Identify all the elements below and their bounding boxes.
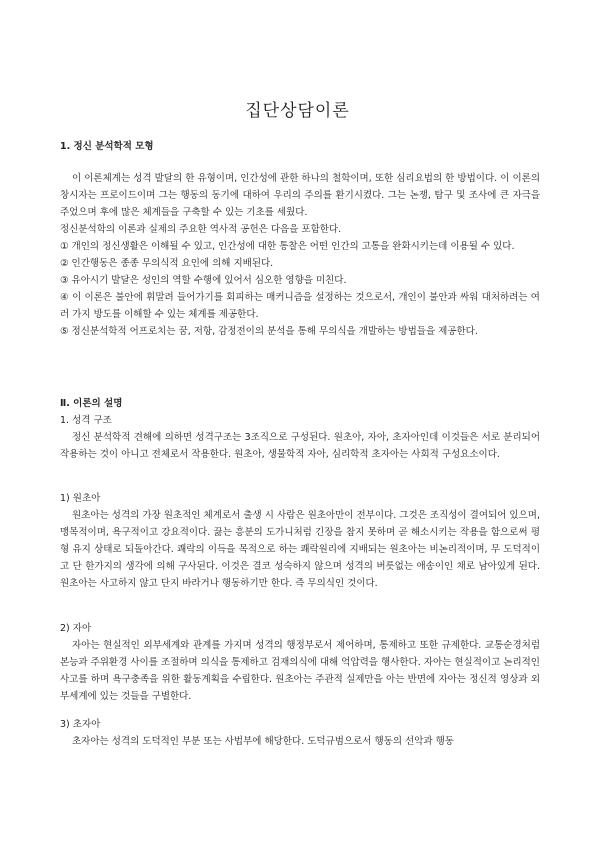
list-item: ⑤ 정신분석학적 어프로치는 꿈, 저항, 감정전이의 분석을 통해 무의식을 개발하는 방법들을 제공한다. [60, 326, 478, 337]
ego-subsection [60, 620, 540, 705]
ego-paragraph: 자아는 현실적인 외부세계와 관계를 가지며 성격의 행정부로서 제어하며, 통제하고 또한 규제한다. 교통순경처럼 본능과 주위환경 사이를 조절하며 의식을 통제하고 검재의식에 대해 억압력을 행사한다. 자아는 현실적이고 논리적인 사고를 하며 욕구충족을 위한 활동계획을 수립한다. 원초아는 주관적 실제만을 아는 반면에 자아는 정신적 영상과 외부세계에 있는 것들을 구별한다. [60, 640, 540, 702]
section-heading: 1. 정신 분석학적 모형 [60, 141, 154, 152]
list-item: ① 개인의 정신생활은 이해될 수 있고, 인간성에 대한 통찰은 어떤 인간의 고통을 완화시키는데 이용될 수 있다. [60, 241, 515, 252]
superego-subsection [60, 716, 540, 750]
section-heading: Ⅱ. 이론의 설명 [60, 398, 123, 409]
personality-structure-paragraph: 정신 분석학적 견해에 의하면 성격구조는 3조직으로 구성된다. 원초아, 자아, 초자아인데 이것들은 서로 분리되어 작용하는 것이 아니고 전체로서 작용한다. 원초아, 생물학적 자아, 심리학적 초자아는 사회적 구성요소이다. [60, 432, 540, 460]
subsection-title: 3) 초자아 [60, 719, 101, 730]
intro-paragraph: 이 이론체계는 성격 발달의 한 유형이며, 인간성에 관한 하나의 철학이며, 또한 심리요법의 한 방법이다. 이 이론의 창시자는 프로이드이며 그는 행동의 동기에 대하여 우리의 주의를 환기시켰다. 그는 논쟁, 탐구 및 조사에 큰 자극을 주었으며 후에 많은 체계들을 구축할 수 있는 기초를 세웠다. [60, 173, 540, 218]
subsection-title: 1. 성격 구조 [60, 415, 112, 426]
list-item: ④ 이 이론은 불안에 휘말려 들어가기를 회피하는 매커니즘을 설정하는 것으로서, 개인이 불안과 싸워 대처하려는 여러 가지 방도를 이해할 수 있는 체계를 제공한다. [60, 292, 540, 320]
superego-paragraph: 초자아는 성격의 도덕적인 부분 또는 사법부에 해당한다. 도덕규범으로서 행동의 선악과 행동 [72, 736, 454, 747]
section-theory-explanation [60, 395, 540, 463]
lead-paragraph: 정신분석학의 이론과 실제의 주요한 역사적 공헌은 다음을 포함한다. [60, 224, 342, 235]
section1-body [60, 170, 540, 340]
subsection-title: 1) 원초아 [60, 493, 101, 504]
subsection-title: 2) 자아 [60, 623, 92, 634]
list-item: ③ 유아시기 발달은 성인의 역할 수행에 있어서 심오한 영향을 미친다. [60, 275, 347, 286]
id-paragraph: 원초아는 성격의 가장 원초적인 체계로서 출생 시 사람은 원초아만이 전부이다. 그것은 조직성이 결여되어 있으며, 맹목적이며, 욕구적이고 강요적이다. 끓는 흥분의 도가니처럼 긴장을 참지 못하며 곧 해소시키는 작용을 함으로써 평형 유지 상태로 되돌아간다. 쾌락의 이득을 목적으로 하는 쾌락원리에 지배되는 원초아는 비논리적이며, 무 도덕적이고 단 한가지의 생각에 의해 구사된다. 이것은 결코 성숙하지 않으며 성격의 버릇없는 애송이인 채로 남아있게 된다. 원초아는 사고하지 않고 단지 바라거나 행동하기만 한다. 즉 무의식인 것이다. [60, 510, 540, 589]
id-subsection [60, 490, 540, 592]
document-title: 집단상담이론 [245, 101, 350, 121]
list-item: ② 인간행동은 종종 무의식적 요인에 의해 지배된다. [60, 258, 274, 269]
section-psychoanalytic-model [60, 138, 540, 155]
